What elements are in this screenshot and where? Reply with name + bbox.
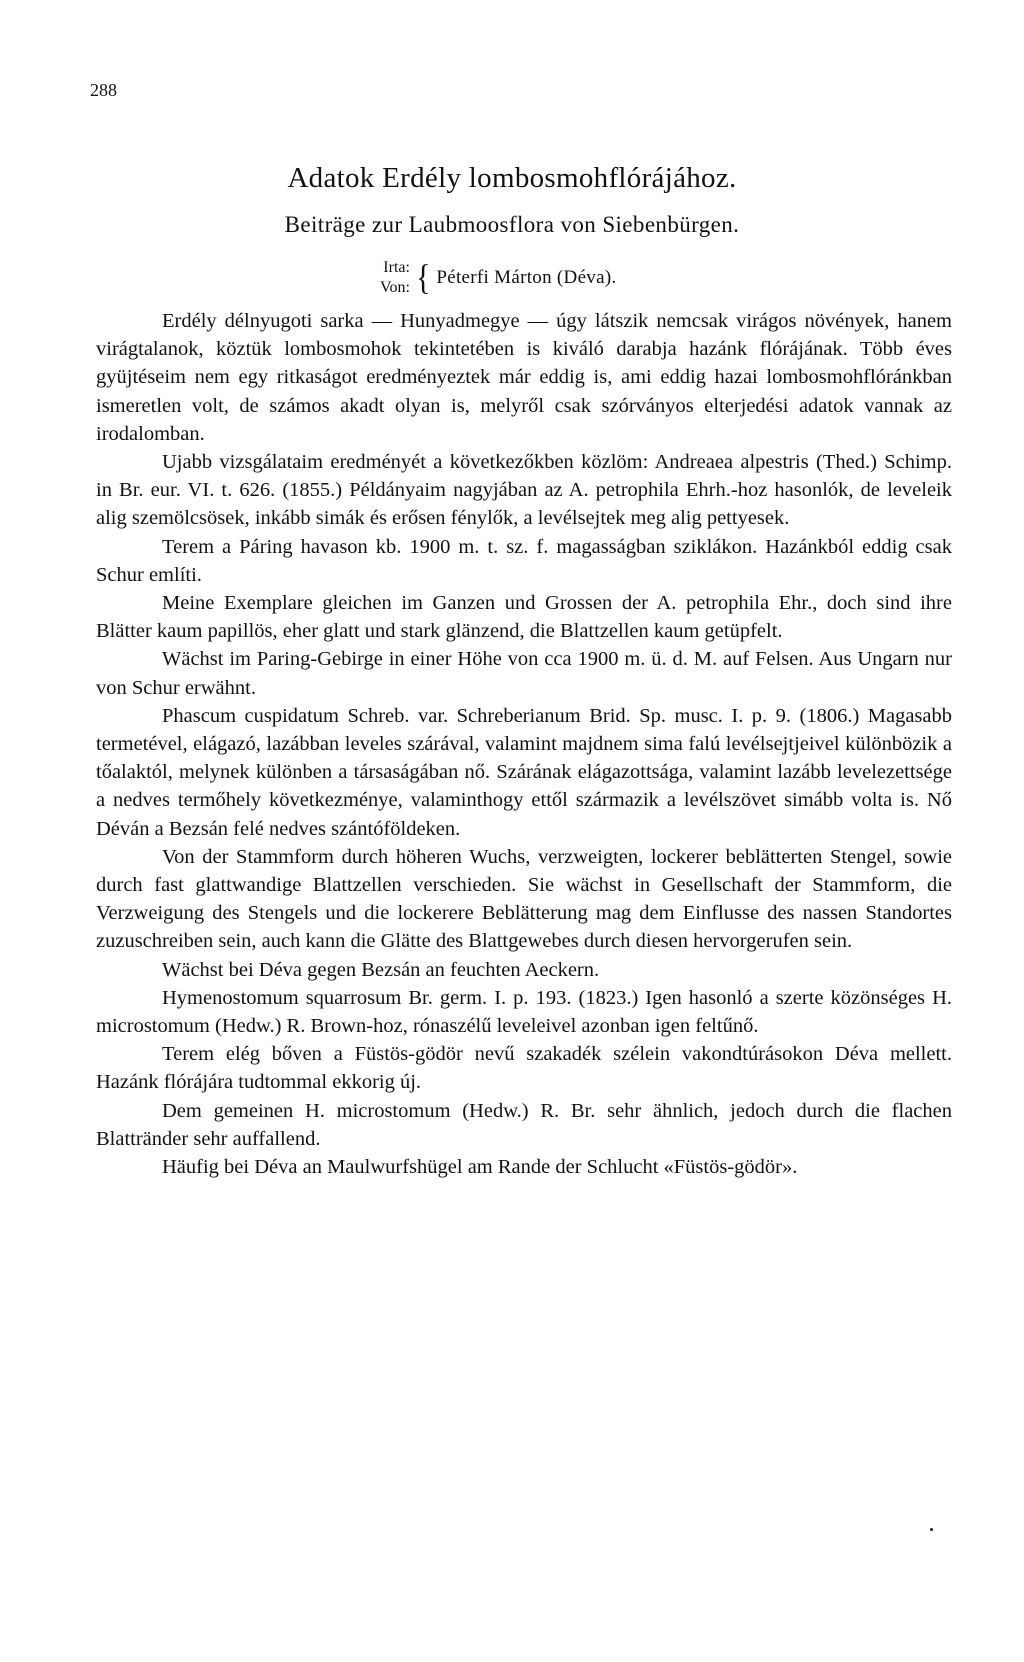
paragraph: Hymenostomum squarrosum Br. germ. I. p. 193. (1823.) Igen hasonló a szerte közönséges H. microstomum (Hedw.) R. Brown-hoz, rónaszélű leveleivel azonban igen feltűnő. [96, 986, 952, 1038]
byline-label-de: Von: [380, 279, 410, 296]
print-speck [930, 1528, 933, 1531]
paragraph: Ujabb vizsgálataim eredményét a következőkben közlöm: Andreaea alpestris (Thed.) Schimp. in Br. eur. VI. t. 626. (1855.) Példányaim nagyjában az A. petrophila Ehrh.-hoz hasonlók, de leveleik alig szemölcsösek, inkább simák és erősen fénylők, a levélsejtek meg alig pettyesek. [96, 451, 952, 530]
page-number: 288 [90, 80, 117, 100]
paragraph: Terem a Páring havason kb. 1900 m. t. sz. f. magasságban sziklákon. Hazánkból eddig csak Schur említi. [96, 535, 952, 586]
byline-label-hu: Irta: [383, 259, 410, 276]
paragraph: Phascum cuspidatum Schreb. var. Schreberianum Brid. Sp. musc. I. p. 9. (1806.) Magasabb termetével, elágazó, lazábban leveles szárával, valamint majdnem sima falú levélsejtjeivel különbözik a tőalaktól, melynek különben a társaságában nő. Szárának elágazottsága, valamint lazább levelezettsége a nedves termőhely következménye, valaminthogy ettől származik a levélszövet simább volta is. Nő Déván a Bezsán felé nedves szántóföldeken. [96, 704, 952, 840]
article-subtitle: Beiträge zur Laubmoosflora von Siebenbürgen. [284, 212, 740, 237]
paragraph: Dem gemeinen H. microstomum (Hedw.) R. Br. sehr ähnlich, jedoch durch die flachen Blattränder sehr auffallend. [96, 1099, 952, 1150]
byline [380, 258, 617, 298]
byline-labels [380, 258, 410, 298]
paragraph: Wächst bei Déva gegen Bezsán an feuchten Aeckern. [162, 958, 600, 981]
paragraph: Häufig bei Déva an Maulwurfshügel am Rande der Schlucht «Füstös-gödör». [162, 1156, 798, 1179]
paragraph: Erdély délnyugoti sarka — Hunyadmegye — úgy látszik nemcsak virágos növények, hanem virágtalanok, köztük lombosmohok tekintetében is kiváló darabja hazánk flórájának. Több éves gyüjtéseim nem egy ritkaságot eredményeztek már eddig is, ami eddig hazai lombosmohflóránkban ismeretlen volt, de számos akadt olyan is, melyről csak szórványos elterjedési adatok vannak az irodalomban. [96, 310, 952, 445]
brace-glyph: { [415, 257, 431, 298]
paragraph: Terem elég bőven a Füstös-gödör nevű szakadék szélein vakondtúrásokon Déva mellett. Hazánk flórájára tudtommal ekkorig új. [96, 1043, 952, 1094]
paragraph: Wächst im Paring-Gebirge in einer Höhe von cca 1900 m. ü. d. M. auf Felsen. Aus Ungarn nur von Schur erwähnt. [96, 648, 952, 699]
article-body [96, 307, 952, 1181]
paragraph: Von der Stammform durch höheren Wuchs, verzweigten, lockerer beblätterten Stengel, sowie durch fast glattwandige Blattzellen verschieden. Sie wächst in Gesellschaft der Stammform, die Verzweigung des Stengels und die lockerere Beblätterung mag dem Einflusse des nassen Standortes zuzuschreiben sein, auch kann die Glätte des Blattgewebes durch diesen hervorgerufen sein. [96, 845, 952, 953]
paragraph: Meine Exemplare gleichen im Ganzen und Grossen der A. petrophila Ehr., doch sind ihre Blätter kaum papillös, eher glatt und stark glänzend, die Blattzellen kaum getüpfelt. [96, 592, 952, 643]
article-title: Adatok Erdély lombosmohflórájához. [287, 162, 737, 194]
byline-author: Péterfi Márton (Déva). [436, 267, 617, 288]
